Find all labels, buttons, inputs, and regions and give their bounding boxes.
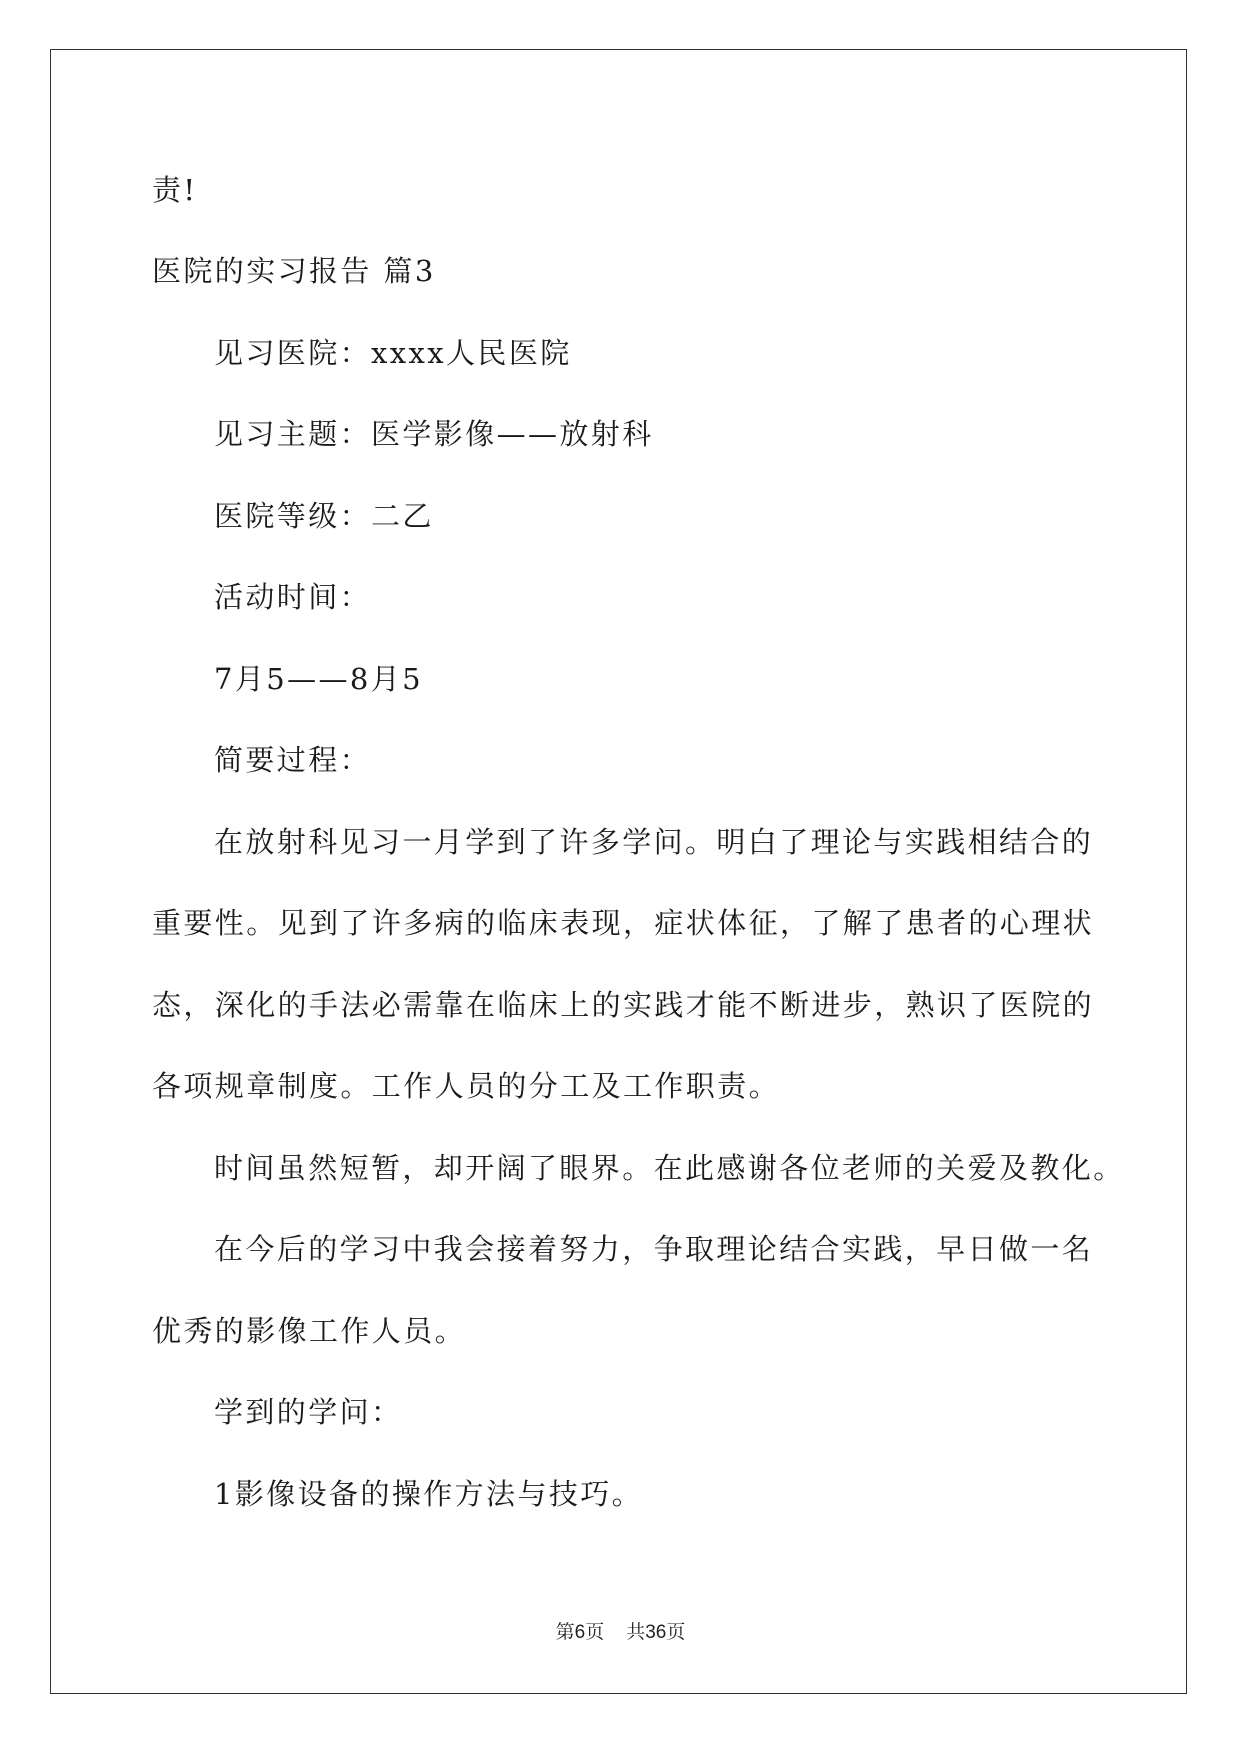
field-process-label: 简要过程： <box>214 743 372 777</box>
paragraph-line: 态，深化的手法必需靠在临床上的实践才能不断进步，熟识了医院的 <box>152 988 1095 1022</box>
page-prefix: 第 <box>555 1622 575 1643</box>
paragraph-line: 在放射科见习一月学到了许多学问。明白了理论与实践相结合的 <box>214 825 1094 859</box>
total-pages: 36 <box>645 1622 667 1643</box>
page-suffix: 页 <box>585 1622 605 1643</box>
page-number: 6 <box>574 1622 586 1643</box>
total-prefix: 共 <box>626 1622 646 1643</box>
page-footer <box>0 1621 1241 1645</box>
field-hospital-level: 医院等级：二乙 <box>214 499 434 533</box>
paragraph-line: 各项规章制度。工作人员的分工及工作职责。 <box>152 1069 781 1103</box>
field-activity-time-value: 7月5——8月5 <box>214 662 424 696</box>
section-heading: 医院的实习报告 篇3 <box>152 254 436 288</box>
field-learned-label: 学到的学问： <box>214 1395 403 1429</box>
text-line-continuation: 责! <box>152 173 198 207</box>
field-activity-time-label: 活动时间： <box>214 580 372 614</box>
total-suffix: 页 <box>666 1622 686 1643</box>
list-item: 1影像设备的操作方法与技巧。 <box>214 1477 644 1511</box>
field-hospital: 见习医院：xxxx人民医院 <box>214 336 572 370</box>
paragraph-line: 重要性。见到了许多病的临床表现，症状体征，了解了患者的心理状 <box>152 906 1095 940</box>
paragraph-line: 时间虽然短暂，却开阔了眼界。在此感谢各位老师的关爱及教化。 <box>214 1151 1125 1185</box>
page-border <box>50 49 1187 1694</box>
paragraph-line: 在今后的学习中我会接着努力，争取理论结合实践，早日做一名 <box>214 1232 1094 1266</box>
paragraph-line: 优秀的影像工作人员。 <box>152 1314 467 1348</box>
field-topic: 见习主题：医学影像——放射科 <box>214 417 654 451</box>
